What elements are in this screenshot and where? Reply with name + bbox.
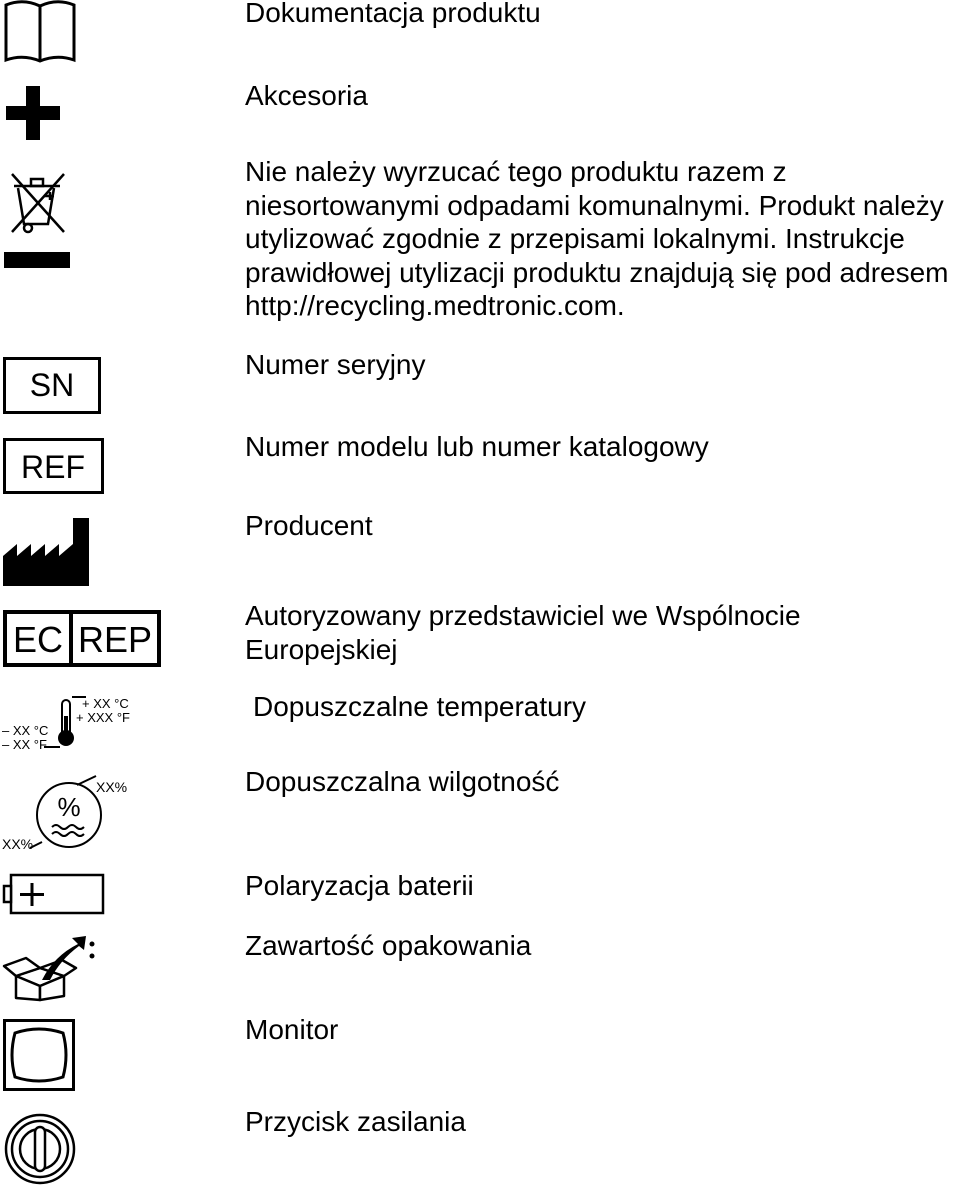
ref-label: REF xyxy=(21,449,85,485)
upper-fahrenheit-label: + XXX °F xyxy=(76,710,130,725)
upper-celsius-label: + XX °C xyxy=(82,696,129,711)
ec-label: EC xyxy=(12,619,64,660)
reference-number-icon xyxy=(3,438,104,494)
package-contents-icon xyxy=(2,920,98,1002)
humidity-lower-label: XX% xyxy=(2,836,34,852)
symbol-description: Numer modelu lub numer katalogowy xyxy=(245,431,709,462)
symbol-description: Autoryzowany przedstawiciel we Wspólnocie Europejskiej xyxy=(245,600,801,665)
ec-rep-icon xyxy=(3,610,161,667)
accessories-plus-icon xyxy=(6,86,60,140)
sn-label: SN xyxy=(29,367,75,403)
lower-fahrenheit-label: – XX °F xyxy=(2,737,47,752)
symbol-description: Dokumentacja produktu xyxy=(245,0,541,28)
rep-label: REP xyxy=(77,619,153,660)
symbol-description: Przycisk zasilania xyxy=(245,1106,466,1137)
instruction-manual-icon xyxy=(3,0,77,64)
power-button-icon xyxy=(4,1113,76,1185)
symbol-description: Producent xyxy=(245,510,373,541)
monitor-icon xyxy=(3,1019,75,1091)
symbol-description: Numer seryjny xyxy=(245,349,426,380)
humidity-center-label: % xyxy=(57,792,81,822)
symbol-description: Polaryzacja baterii xyxy=(245,870,474,901)
battery-polarity-icon xyxy=(2,872,106,916)
weee-crossed-bin-icon xyxy=(4,166,70,270)
serial-number-icon xyxy=(3,357,101,414)
humidity-limit-icon xyxy=(0,768,140,854)
symbol-description: Dopuszczalna wilgotność xyxy=(245,766,560,797)
humidity-upper-label: XX% xyxy=(96,779,128,795)
symbol-description: Akcesoria xyxy=(245,80,368,111)
symbol-description: Monitor xyxy=(245,1014,339,1045)
manufacturer-factory-icon xyxy=(3,518,89,586)
symbol-description: Dopuszczalne temperatury xyxy=(253,691,587,722)
symbol-description: Nie należy wyrzucać tego produktu razem z niesortowanymi odpadami komunalnymi. Produkt należy utylizować zgodnie z przepisami lokalnymi. Instrukcje prawidłowej utylizacji produktu znajdują się pod adresem http://recycling.medtronic.com. xyxy=(245,156,949,321)
symbol-description: Zawartość opakowania xyxy=(245,930,532,961)
temperature-limit-icon xyxy=(0,692,140,756)
lower-celsius-label: – XX °C xyxy=(2,723,49,738)
